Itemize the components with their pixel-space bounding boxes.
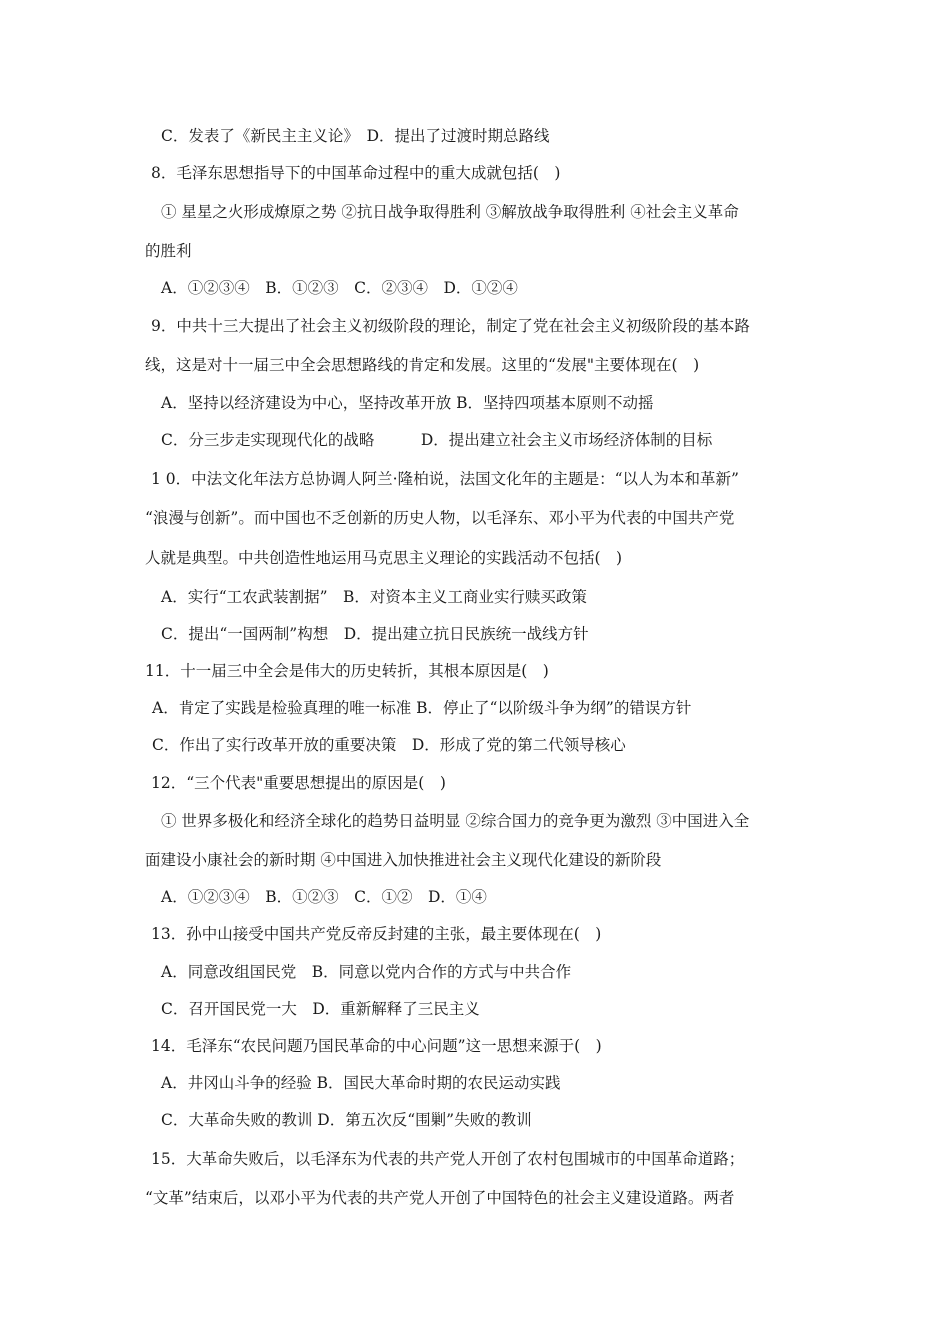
question-12: 12．“三个代表"重要思想提出的原因是( )	[151, 774, 446, 792]
question-14-options-ab: A．井冈山斗争的经验 B．国民大革命时期的农民运动实践	[161, 1074, 561, 1092]
question-9: 9．中共十三大提出了社会主义初级阶段的理论，制定了党在社会主义初级阶段的基本路	[151, 317, 750, 335]
question-11-options-cd: C．作出了实行改革开放的重要决策 D．形成了党的第二代领导核心	[152, 736, 626, 754]
question-9-cont: 线，这是对十一届三中全会思想路线的肯定和发展。这里的“发展"主要体现在( )	[145, 356, 700, 374]
question-10-cont-1: “浪漫与创新”。而中国也不乏创新的历史人物，以毛泽东、邓小平为代表的中国共产党	[145, 509, 735, 527]
question-9-options-ab: A．坚持以经济建设为中心，坚持改革开放 B．坚持四项基本原则不动摇	[161, 394, 654, 412]
question-11: 11．十一届三中全会是伟大的历史转折，其根本原因是( )	[145, 662, 549, 680]
question-8-items-cont: 的胜利	[145, 242, 192, 260]
question-14: 14．毛泽东“农民问题乃国民革命的中心问题”这一思想来源于( )	[151, 1037, 602, 1055]
question-14-options-cd: C．大革命失败的教训 D．第五次反“围剿”失败的教训	[161, 1111, 532, 1129]
question-13: 13．孙中山接受中国共产党反帝反封建的主张，最主要体现在( )	[151, 925, 602, 943]
question-10-cont-2: 人就是典型。中共创造性地运用马克思主义理论的实践活动不包括( )	[145, 549, 623, 567]
option-line-7cd: C．发表了《新民主主义论》 D．提出了过渡时期总路线	[161, 127, 550, 145]
question-11-options-ab: A．肯定了实践是检验真理的唯一标准 B．停止了“以阶级斗争为纲”的错误方针	[152, 699, 692, 717]
question-12-options: A．①②③④ B．①②③ C．①② D．①④	[161, 888, 487, 906]
question-9-options-cd: C．分三步走实现现代化的战略 D．提出建立社会主义市场经济体制的目标	[161, 431, 713, 449]
question-10-options-ab: A．实行“工农武装割据” B．对资本主义工商业实行赎买政策	[161, 588, 587, 606]
question-12-items-cont: 面建设小康社会的新时期 ④中国进入加快推进社会主义现代化建设的新阶段	[145, 851, 662, 869]
question-10-options-cd: C．提出“一国两制”构想 D．提出建立抗日民族统一战线方针	[161, 625, 589, 643]
question-13-options-ab: A．同意改组国民党 B．同意以党内合作的方式与中共合作	[161, 963, 572, 981]
question-13-options-cd: C．召开国民党一大 D．重新解释了三民主义	[161, 1000, 480, 1018]
question-15-cont: “文革”结束后，以邓小平为代表的共产党人开创了中国特色的社会主义建设道路。两者	[145, 1189, 735, 1207]
question-12-items: ① 世界多极化和经济全球化的趋势日益明显 ②综合国力的竞争更为激烈 ③中国进入全	[161, 812, 750, 830]
question-8-options: A．①②③④ B．①②③ C．②③④ D．①②④	[161, 279, 518, 297]
question-8: 8．毛泽东思想指导下的中国革命过程中的重大成就包括( )	[151, 164, 561, 182]
question-10: 1 0．中法文化年法方总协调人阿兰·隆柏说，法国文化年的主题是：“以人为本和革新”	[151, 470, 739, 488]
question-15: 15．大革命失败后，以毛泽东为代表的共产党人开创了农村包围城市的中国革命道路；	[151, 1150, 745, 1168]
question-8-items: ① 星星之火形成燎原之势 ②抗日战争取得胜利 ③解放战争取得胜利 ④社会主义革命	[161, 203, 739, 221]
